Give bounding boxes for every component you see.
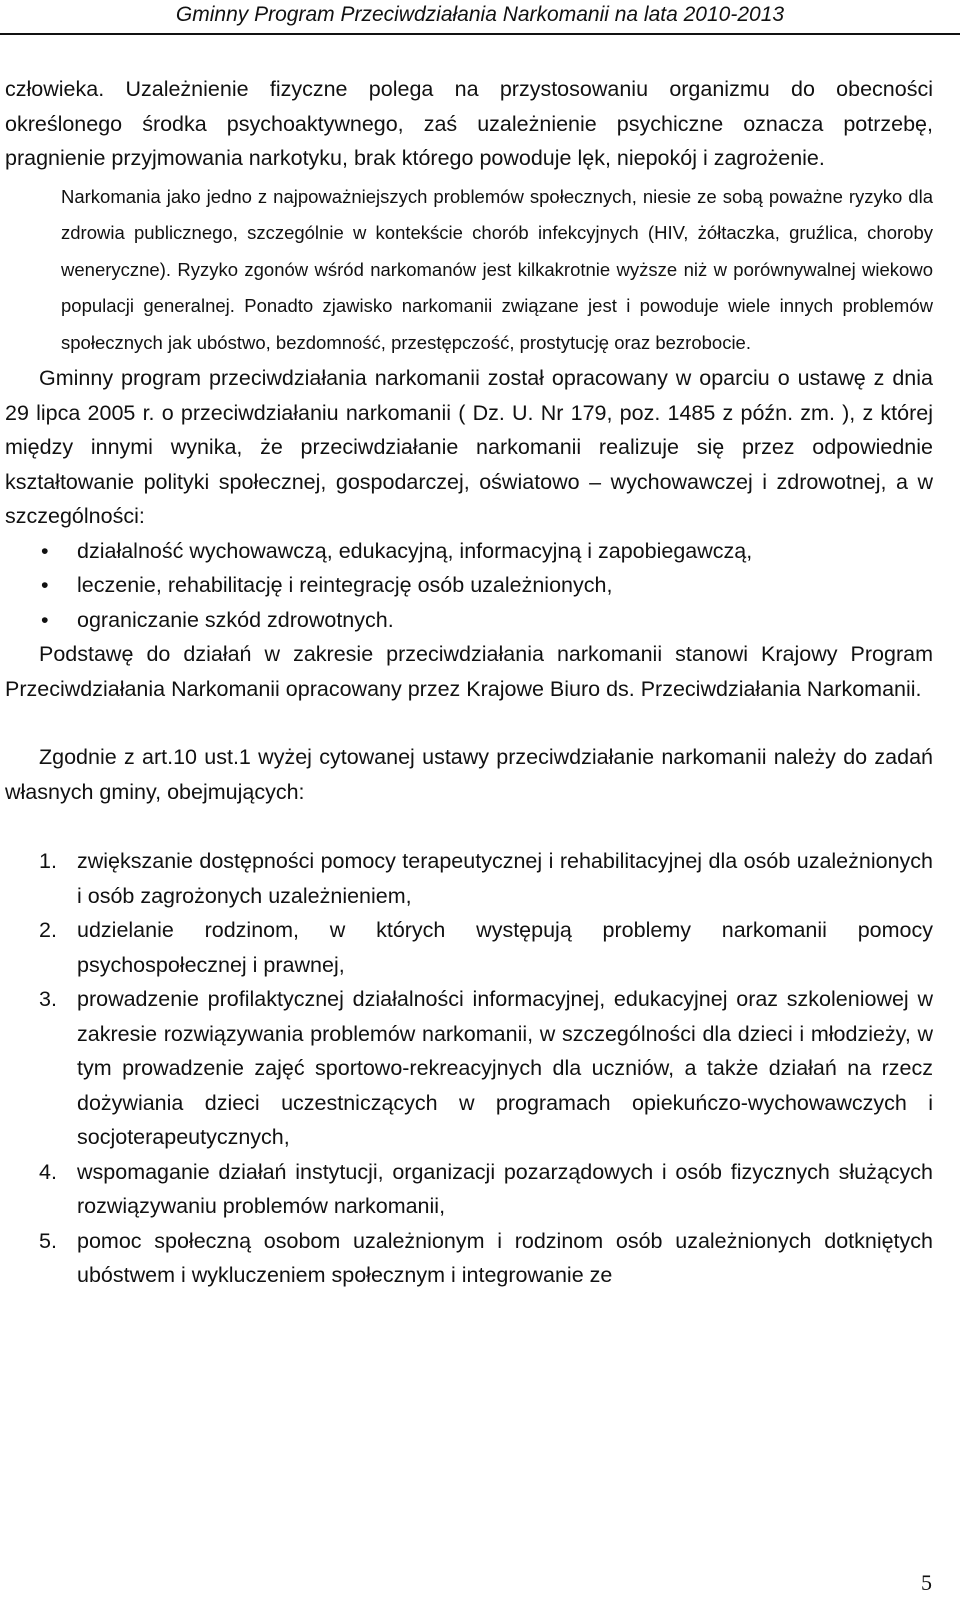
list-item <box>5 1155 933 1224</box>
paragraph-addiction-definition: człowieka. Uzależnienie fizyczne polega na przystosowaniu organizmu do obecności określonego środka psychoaktywnego, zaś uzależnienie psychiczne oznacza potrzebę, pragnienie przyjmowania narkotyku, brak którego powoduje lęk, niepokój i zagrożenie. <box>5 77 933 170</box>
numbered-list <box>5 844 933 1293</box>
list-item-text: pomoc społeczną osobom uzależnionym i rodzinom osób uzależnionych dotkniętych ubóstwem i wykluczeniem społecznym i integrowanie ze <box>77 1228 933 1287</box>
list-number: 2. <box>39 918 57 942</box>
bullet-icon: • <box>41 538 49 563</box>
list-item-text: prowadzenie profilaktycznej działalności informacyjnej, edukacyjnej oraz szkoleniowej w zakresie rozwiązywania problemów narkomanii, w szczególności dla dzieci i młodzieży, w tym prowadzenie zajęć sportowo-rekreacyjnych dla uczniów, a także działań na rzecz dożywiania dzieci uczestniczących w programach opiekuńczo-wychowawczych i socjoterapeutycznych, <box>77 987 933 1149</box>
list-item <box>5 568 933 603</box>
spacer <box>5 809 933 844</box>
bullet-text: działalność wychowawczą, edukacyjną, informacyjną i zapobiegawczą, <box>77 538 753 563</box>
list-item-text: wspomaganie działań instytucji, organizacji pozarządowych i osób fizycznych służących rozwiązywaniu problemów narkomanii, <box>77 1159 933 1218</box>
list-item <box>5 844 933 913</box>
list-item <box>5 913 933 982</box>
list-item <box>5 1224 933 1293</box>
page-number: 5 <box>921 1570 932 1595</box>
header-rule <box>0 33 960 35</box>
list-number: 3. <box>39 987 57 1011</box>
bullet-text: ograniczanie szkód zdrowotnych. <box>77 607 394 632</box>
list-item <box>5 534 933 569</box>
list-number: 1. <box>39 849 57 873</box>
bullet-text: leczenie, rehabilitację i reintegrację osób uzależnionych, <box>77 573 613 597</box>
list-item <box>5 603 933 638</box>
list-item-text: zwiększanie dostępności pomocy terapeutycznej i rehabilitacyjnej dla osób uzależnionych i osób zagrożonych uzależnieniem, <box>77 849 933 908</box>
paragraph-municipal-tasks: Zgodnie z art.10 ust.1 wyżej cytowanej ustawy przeciwdziałanie narkomanii należy do zadań własnych gminy, obejmujących: <box>5 745 933 804</box>
list-item-text: udzielanie rodzinom, w których występują problemy narkomanii pomocy psychospołecznej i prawnej, <box>77 918 933 977</box>
bullet-icon: • <box>41 607 49 632</box>
paragraph-drug-addiction-risks: Narkomania jako jedno z najpoważniejszych problemów społecznych, niesie ze sobą poważne ryzyko dla zdrowia publicznego, szczególnie w kontekście chorób infekcyjnych (HIV, żółtaczka, gruźlica, choroby weneryczne). Ryzyko zgonów wśród narkomanów jest kilkakrotnie wyższe niż w porównywalnej wiekowo populacji generalnej. Ponadto zjawisko narkomanii związane jest i powoduje wiele innych problemów społecznych jak ubóstwo, bezdomność, przestępczość, prostytucję oraz bezrobocie. <box>61 185 933 353</box>
spacer <box>5 706 933 740</box>
bullet-list <box>5 534 933 638</box>
paragraph-program-legal-basis: Gminny program przeciwdziałania narkomanii został opracowany w oparciu o ustawę z dnia 29 lipca 2005 r. o przeciwdziałaniu narkomanii ( Dz. U. Nr 179, poz. 1485 z późn. zm. ), z której między innymi wynika, że przeciwdziałanie narkomanii realizuje się przez odpowiednie kształtowanie polityki społecznej, gospodarczej, oświatowo – wychowawczej i zdrowotnej, a w szczególności: <box>5 366 933 528</box>
list-number: 5. <box>39 1228 57 1253</box>
paragraph-national-program: Podstawę do działań w zakresie przeciwdziałania narkomanii stanowi Krajowy Program Przeciwdziałania Narkomanii opracowany przez Krajowe Biuro ds. Przeciwdziałania Narkomanii. <box>5 642 933 701</box>
list-item <box>5 982 933 1155</box>
list-number: 4. <box>39 1159 57 1184</box>
page-content <box>5 72 933 1293</box>
running-header: Gminny Program Przeciwdziałania Narkomanii na lata 2010-2013 <box>175 3 785 26</box>
bullet-icon: • <box>41 573 49 597</box>
